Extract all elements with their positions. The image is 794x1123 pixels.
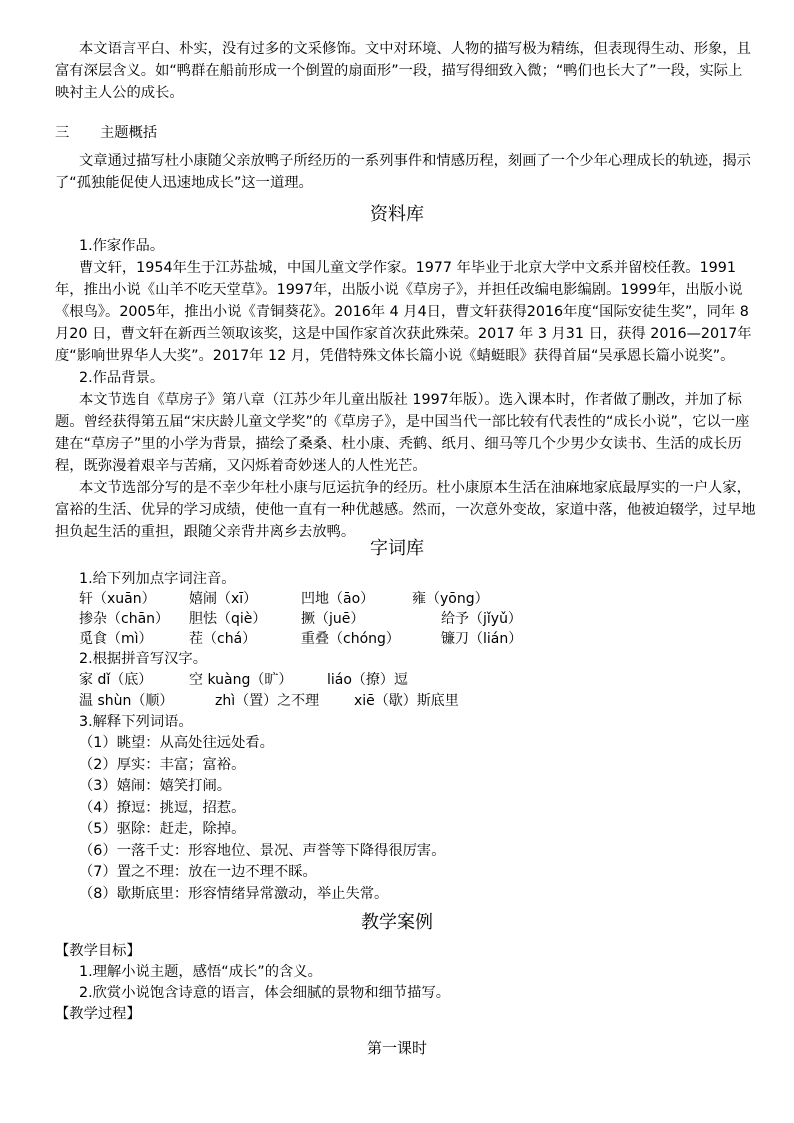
pinyin-item: 撅（juē）	[301, 611, 365, 627]
paragraph-background-1: 本文节选自《草房子》第八章（江苏少年儿童出版社 1997年版）。选入课本时，作者做了删改，并加了标题。曾经获得第五届“宋庆龄儿童文学奖”的《草房子》，是中国当代一部比较有代表性的“成长小说”，它以一座建在“草房子”里的小学为背景，描绘了桑桑、杜小康、秃鹤、纸月、细马等几个少男少女读书、生活的成长历程，既弥漫着艰辛与苦痛，又闪烁着奇妙迷人的人性光芒。	[55, 392, 750, 474]
pinyin-item: 轩（xuān）	[79, 591, 156, 607]
section-heading-theme	[0, 122, 794, 144]
definition-item: （3）嬉闹：嬉笑打闹。	[79, 778, 232, 794]
hanzi-row-1	[0, 670, 794, 691]
heading-ziliaoku: 资料库	[370, 204, 424, 225]
hanzi-item: xiē（歇）斯底里	[354, 693, 459, 709]
paragraph-background-2: 本文节选部分写的是不幸少年杜小康与厄运抗争的经历。杜小康原本生活在油麻地家底最厚实的一户人家，富裕的生活、优异的学习成绩，使他一直有一种优越感。然而，一次意外变故，家道中落，他被迫辍学，过早地担负起生活的重担，跟随父亲背井离乡去放鸭。	[55, 480, 756, 540]
tag-teaching-process: 【教学过程】	[55, 1006, 141, 1022]
definition-item: （8）歇斯底里：形容情绪异常激动，举止失常。	[79, 885, 389, 902]
hanzi-item: 温 shùn（顺）	[79, 693, 174, 709]
definition-item: （6）一落千丈：形容地位、景况、声誉等下降得很厉害。	[79, 842, 446, 859]
pinyin-item: 镰刀（lián）	[441, 631, 523, 647]
definition-item: （7）置之不理：放在一边不理不睬。	[79, 864, 317, 880]
question-explain-words: 3.解释下列词语。	[79, 714, 193, 730]
hanzi-item: zhì（置）之不理	[215, 693, 320, 709]
question-write-characters: 2.根据拼音写汉字。	[79, 651, 208, 667]
hanzi-item: 空 kuàng（旷）	[189, 672, 293, 688]
definition-item: （4）撩逗：挑逗，招惹。	[79, 799, 246, 816]
pinyin-row-2	[0, 609, 794, 629]
pinyin-item: 重叠（chóng）	[301, 631, 400, 647]
item-author-works: 1.作家作品。	[79, 238, 165, 254]
hanzi-row-2	[0, 691, 794, 712]
pinyin-item: 茬（chá）	[189, 631, 257, 647]
heading-zicik: 字词库	[370, 538, 424, 559]
paragraph-language-style: 本文语言平白、朴实，没有过多的文采修饰。文中对环境、人物的描写极为精练，但表现得生动、形象，且富有深层含义。如“鸭群在船前形成一个倒置的扇面形”一段，描写得细致入微；“鸭们也长大了”一段，实际上映衬主人公的成长。	[55, 41, 751, 101]
pinyin-item: 嬉闹（xī）	[189, 591, 258, 607]
paragraph-theme: 文章通过描写杜小康随父亲放鸭子所经历的一系列事件和情感历程，刻画了一个少年心理成长的轨迹，揭示了“孤独能促使人迅速地成长”这一道理。	[55, 153, 751, 191]
definition-item: （2）厚实：丰富；富裕。	[79, 756, 246, 773]
pinyin-item: 雍（yōng）	[412, 591, 489, 607]
goal-item: 2.欣赏小说饱含诗意的语言，体会细腻的景物和细节描写。	[79, 985, 451, 1001]
pinyin-item: 凹地（āo）	[301, 591, 375, 607]
pinyin-item: 胆怯（qiè）	[189, 611, 267, 627]
goal-item: 1.理解小说主题，感悟“成长”的含义。	[79, 964, 322, 980]
pinyin-item: 掺杂（chān）	[79, 611, 170, 627]
item-background: 2.作品背景。	[79, 370, 165, 386]
section-number: 三	[55, 125, 70, 141]
definition-item: （1）眺望：从高处往远处看。	[79, 735, 274, 751]
pinyin-item: 觅食（mì）	[79, 631, 153, 647]
lesson-heading: 第一课时	[366, 1039, 427, 1057]
pinyin-row-3	[0, 629, 794, 649]
heading-jiaoxue: 教学案例	[361, 912, 433, 933]
pinyin-item: 给予（jǐyǔ）	[441, 611, 522, 627]
hanzi-item: liáo（撩）逗	[327, 672, 408, 688]
paragraph-author-bio: 曹文轩，1954年生于江苏盐城，中国儿童文学作家。1977 年毕业于北京大学中文系并留校任教。1991年，推出小说《山羊不吃天堂草》。1997年，出版小说《草房子》，并担任改编电影编剧。1999年，出版小说《根鸟》。2005年，推出小说《青铜葵花》。2016年 4 月4日，曹文轩获得2016年度“国际安徒生奖”，同年 8 月20 日，曹文轩在新西兰领取该奖，这是中国作家首次获此殊荣。2017 年 3 月31 日，获得 2016—2017年度“影响世界华人大奖”。2017年 12 月，凭借特殊文体长篇小说《蜻蜓眼》获得首届“吴承恩长篇小说奖”。	[55, 260, 752, 364]
pinyin-row-1	[0, 589, 794, 609]
hanzi-item: 家 dǐ（底）	[79, 672, 153, 688]
section-title: 主题概括	[100, 125, 158, 141]
tag-teaching-goals: 【教学目标】	[55, 943, 141, 959]
question-pinyin: 1.给下列加点字词注音。	[79, 571, 236, 587]
definition-item: （5）驱除：赶走，除掉。	[79, 821, 246, 837]
